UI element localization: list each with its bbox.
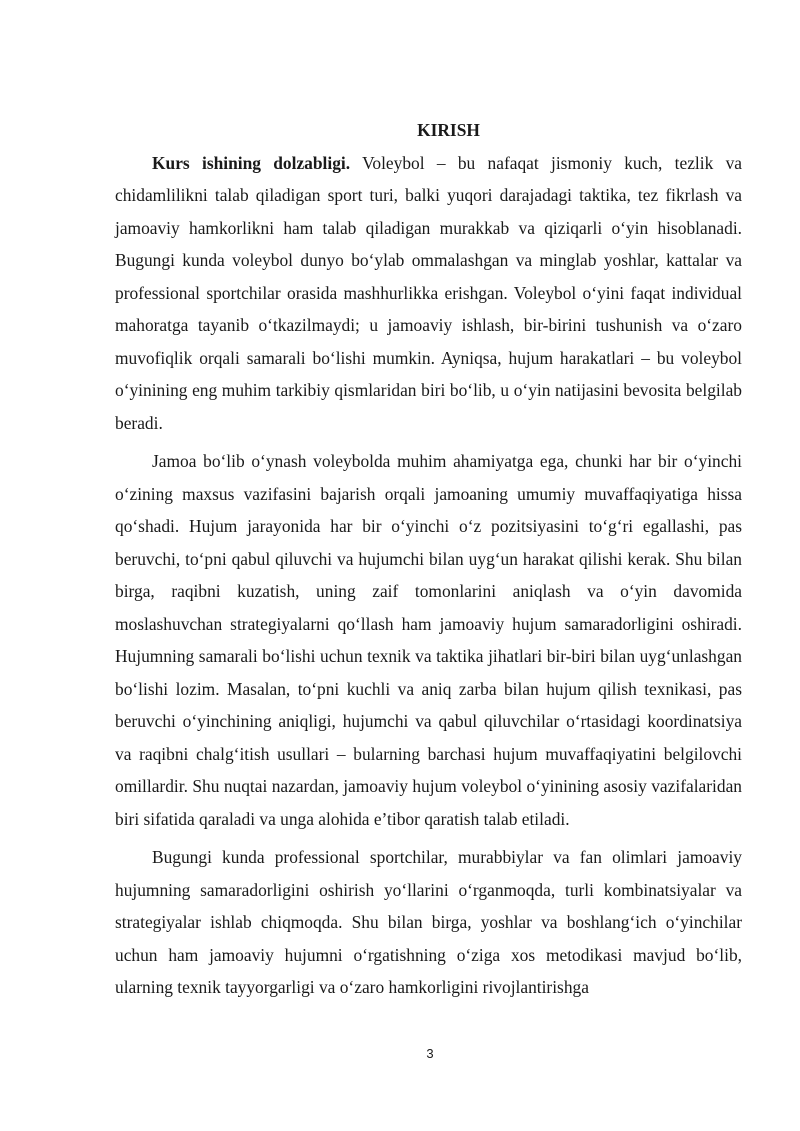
paragraph-3 [115, 841, 742, 1004]
paragraph-text: Voleybol – bu nafaqat jismoniy kuch, tezlik va chidamlilikni talab qiladigan sport turi, balki yuqori darajadagi taktika, tez fikrlash va jamoaviy hamkorlikni ham talab qiladigan murakkab va qiziqarli o‘yin hisoblanadi. Bugungi kunda voleybol dunyo bo‘ylab ommalashgan va minglab yoshlar, kattalar va professional sportchilar orasida mashhurlikka erishgan. Voleybol o‘yini faqat individual mahoratga tayanib o‘tkazilmaydi; u jamoaviy ishlash, bir-birini tushunish va o‘zaro muvofiqlik orqali samarali bo‘lishi mumkin. Ayniqsa, hujum harakatlari – bu voleybol o‘yinining eng muhim tarkibiy qismlaridan biri bo‘lib, u o‘yin natijasini bevosita belgilab beradi. [115, 152, 742, 433]
paragraph-2 [115, 445, 742, 835]
page-number: 3 [426, 1046, 434, 1061]
paragraph-lead: Kurs ishining dolzabligi. [152, 152, 351, 173]
paragraph-1 [115, 147, 742, 440]
paragraph-text: Bugungi kunda professional sportchilar, murabbiylar va fan olimlari jamoaviy hujumning samaradorligini oshirish yo‘llarini o‘rganmoqda, turli kombinatsiyalar va strategiyalar ishlab chiqmoqda. Shu bilan birga, yoshlar va boshlang‘ich o‘yinchilar uchun ham jamoaviy hujumni o‘rgatishning o‘ziga xos metodikasi mavjud bo‘lib, ularning texnik tayyorgarligi va o‘zaro hamkorligini rivojlantirishga [115, 847, 742, 997]
section-heading: KIRISH [417, 120, 480, 140]
page-content [115, 114, 742, 1010]
paragraph-text: Jamoa bo‘lib o‘ynash voleybolda muhim ahamiyatga ega, chunki har bir o‘yinchi o‘zining maxsus vazifasini bajarish orqali jamoaning umumiy muvaffaqiyatiga hissa qo‘shadi. Hujum jarayonida har bir o‘yinchi o‘z pozitsiyasini to‘g‘ri egallashi, pas beruvchi, to‘pni qabul qiluvchi va hujumchi bilan uyg‘un harakat qilishi kerak. Shu bilan birga, raqibni kuzatish, uning zaif tomonlarini aniqlash va o‘yin davomida moslashuvchan strategiyalarni qo‘llash ham jamoaviy hujum samaradorligini oshiradi. Hujumning samarali bo‘lishi uchun texnik va taktika jihatlari bir-biri bilan uyg‘unlashgan bo‘lishi lozim. Masalan, to‘pni kuchli va aniq zarba bilan hujum qilish texnikasi, pas beruvchi o‘yinchining aniqligi, hujumchi va qabul qiluvchilar o‘rtasidagi koordinatsiya va raqibni chalg‘itish usullari – bularning barchasi hujum muvaffaqiyatini belgilovchi omillardir. Shu nuqtai nazardan, jamoaviy hujum voleybol o‘yinining asosiy vazifalaridan biri sifatida qaraladi va unga alohida e’tibor qaratish talab etiladi. [115, 451, 742, 829]
